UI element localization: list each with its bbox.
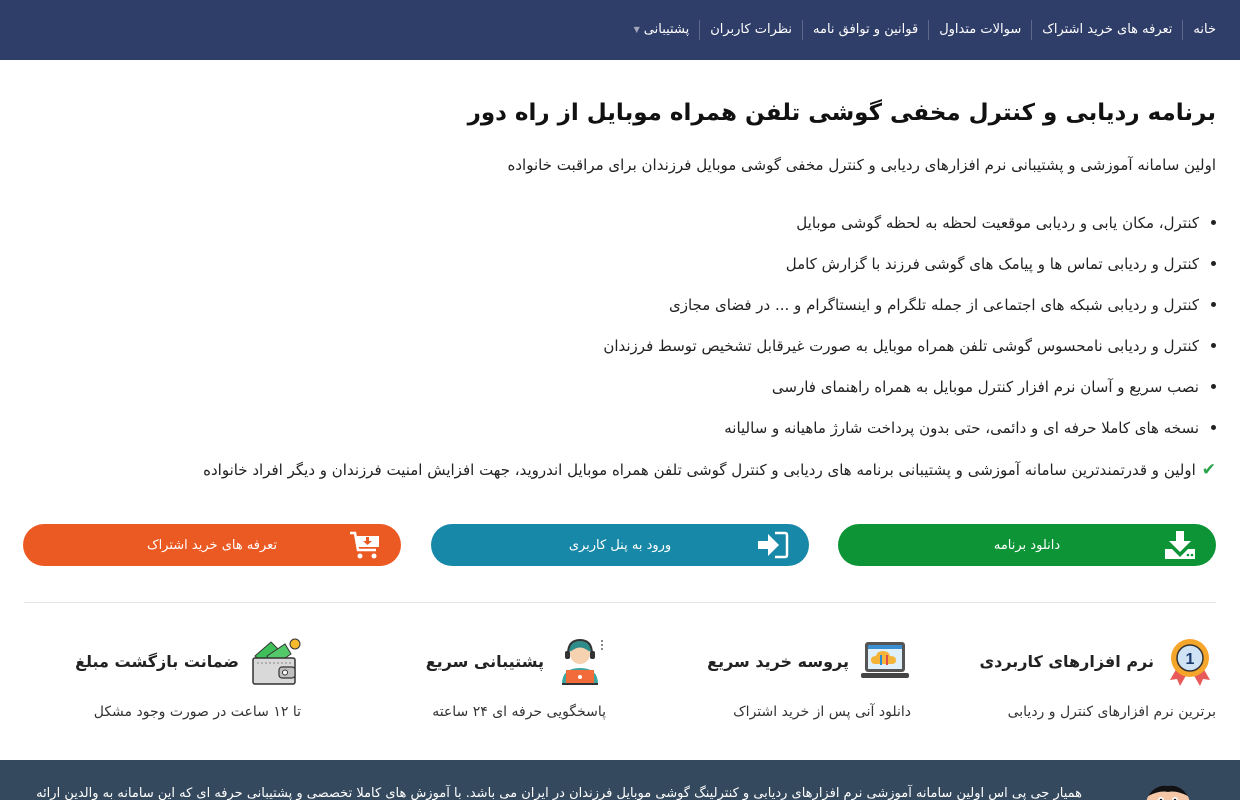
perk-description: پاسخگویی حرفه ای ۲۴ ساعته (432, 704, 606, 720)
list-item-text: کنترل و ردیابی شبکه های اجتماعی از جمله تلگرام و اینستاگرام و ... در فضای مجازی (669, 295, 1199, 314)
feature-list (603, 202, 1216, 448)
list-item (603, 243, 1216, 284)
sign-in-icon (757, 530, 789, 560)
pricing-button[interactable] (23, 524, 401, 566)
list-item (603, 202, 1216, 243)
perks-row (24, 634, 1216, 734)
list-item-text: نسخه های کاملا حرفه ای و دائمی، حتی بدون پرداخت شارژ ماهیانه و سالیانه (724, 418, 1199, 437)
nav-item-label: خانه (1193, 22, 1216, 37)
support-agent-icon (554, 636, 606, 688)
checkmark-icon: ✔ (1201, 460, 1216, 480)
lead-paragraph: اولین سامانه آموزشی و پشتیبانی نرم افزارهای ردیابی و کنترل مخفی گوشی موبایل فرزندان برای مراقبت خانواده (507, 156, 1216, 174)
cart-icon (349, 530, 381, 560)
user-panel-login-button[interactable] (431, 524, 809, 566)
list-item-text: کنترل و ردیابی نامحسوس گوشی تلفن همراه موبایل به صورت غیرقابل تشخیص توسط فرزندان (603, 336, 1199, 355)
perk-title: پشتیبانی سریع (425, 652, 544, 671)
bullet-icon (1211, 302, 1216, 307)
list-item (603, 284, 1216, 325)
laptop-cloud-icon (859, 636, 911, 688)
list-item-text: کنترل، مکان یابی و ردیابی موقعیت لحظه به لحظه گوشی موبایل (796, 213, 1199, 232)
section-divider (24, 602, 1216, 603)
bullet-icon (1211, 425, 1216, 430)
main-nav (624, 0, 1216, 60)
nav-item-label: سوالات متداول (939, 22, 1022, 37)
download-icon (1164, 530, 1196, 560)
perk-title: پروسه خرید سریع (707, 652, 849, 671)
bullet-icon (1211, 261, 1216, 266)
mascot-icon (1136, 782, 1200, 800)
top-navbar (0, 0, 1240, 60)
chevron-down-icon: ▼ (633, 25, 640, 34)
list-item (603, 325, 1216, 366)
nav-item-pricing[interactable] (1031, 20, 1182, 40)
highlight-text: اولین و قدرتمندترین سامانه آموزشی و پشتیبانی برنامه های ردیابی و کنترل گوشی تلفن همراه موبایل اندروید، جهت افزایش امنیت فرزندان و دیگر افراد خانواده (203, 461, 1196, 479)
perk-title: نرم افزارهای کاربردی (979, 652, 1154, 671)
button-label: ورود به پنل کاربری (568, 537, 672, 553)
page-title: برنامه ردیابی و کنترل مخفی گوشی تلفن همراه موبایل از راه دور (467, 100, 1216, 126)
bullet-icon (1211, 220, 1216, 225)
svg-text:1: 1 (1185, 651, 1195, 668)
perk-description: برترین نرم افزارهای کنترل و ردیابی (1007, 704, 1216, 720)
nav-item-label: تعرفه های خرید اشتراک (1042, 22, 1173, 37)
cta-row (24, 524, 1216, 566)
wallet-money-icon (249, 636, 301, 688)
button-label: تعرفه های خرید اشتراک (146, 537, 278, 553)
nav-item-home[interactable] (1182, 20, 1216, 40)
perk-title: ضمانت بازگشت مبلغ (75, 652, 239, 671)
nav-item-reviews[interactable] (699, 20, 802, 40)
perk-fast-purchase (631, 634, 911, 734)
medal-icon (1164, 636, 1216, 688)
perk-description: دانلود آنی پس از خرید اشتراک (733, 704, 911, 720)
nav-item-terms[interactable] (802, 20, 928, 40)
list-item (603, 407, 1216, 448)
list-item (603, 366, 1216, 407)
download-app-button[interactable] (838, 524, 1216, 566)
nav-item-label: قوانین و توافق نامه (813, 22, 919, 37)
button-label: دانلود برنامه (993, 537, 1061, 553)
bullet-icon (1211, 343, 1216, 348)
perk-description: تا ۱۲ ساعت در صورت وجود مشکل (93, 704, 301, 720)
nav-item-support[interactable] (624, 20, 700, 40)
list-item-text: کنترل و ردیابی تماس ها و پیامک های گوشی فرزند با گزارش کامل (785, 254, 1199, 273)
bullet-icon (1211, 384, 1216, 389)
perk-fast-support (326, 634, 606, 734)
footer-about-text: همیار جی پی اس اولین سامانه آموزشی نرم افزارهای ردیابی و کنترلینگ گوشی موبایل فرزندان در ایران می باشد. با آموزش های کاملا تخصصی و پشتیبانی حرفه ای که این سامانه به والدین ارائه (36, 786, 1082, 800)
list-item-text: نصب سریع و آسان نرم افزار کنترل موبایل به همراه راهنمای فارسی (771, 377, 1199, 396)
nav-item-faq[interactable] (928, 20, 1031, 40)
perk-money-back (21, 634, 301, 734)
highlight-line (203, 460, 1216, 480)
nav-item-label: نظرات کاربران (710, 22, 793, 37)
footer (0, 760, 1240, 800)
nav-item-label: پشتیبانی (643, 22, 690, 37)
perk-software (936, 634, 1216, 734)
